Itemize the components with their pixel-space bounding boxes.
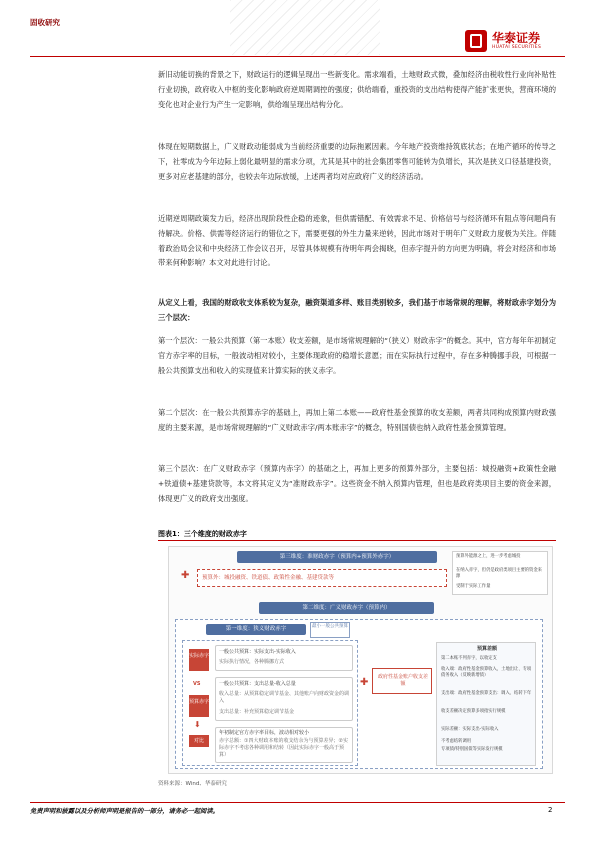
budget-deficit-title: 一般公共预算：支出总量-收入总量 bbox=[219, 681, 296, 687]
paragraph-4: 从定义上看，我国的财政收支体系较为复杂，融资渠道多样、账目类别较多，我们基于市场常规的理解，将财政赤字划分为三个层次： bbox=[158, 298, 556, 322]
budget-out-text: 预算外：城投融资、铁道债、政策性金融、基建贷款等 bbox=[202, 575, 335, 581]
actual-deficit-title: 一般公共预算：实际支出-实际收入 bbox=[219, 649, 296, 655]
budget-income-note: 收入总量：从预算稳定调节基金、其他账户向财政资金的调入 bbox=[219, 691, 350, 704]
plus-icon-2: ✚ bbox=[360, 677, 369, 688]
header-divider bbox=[30, 56, 565, 57]
actual-deficit-note: 实际执行情况，各种腾挪方式 bbox=[219, 659, 285, 665]
dimension-2-header: 第二维度：广义财政赤字（预算内） bbox=[259, 602, 434, 614]
dimension-2-region bbox=[175, 619, 543, 769]
paragraph-2: 体现在短期数据上，广义财政动能弱成为当前经济重要的边际拖累因素。今年地产投资维持筑底状态；在地产循环的传导之下，社零成为今年边际上弱化最明显的需求分项，尤其是其中的社会集团零售可能转为负增长，其次是狭义口径基建投资，更多对应老基建的部分，也较去年边际放缓，上述两者均对应政府广义的经济活动。 bbox=[158, 142, 556, 181]
dimension-1-region bbox=[182, 640, 358, 766]
sidebar-item-1: 第二本账不列赤字，以收定支 bbox=[441, 656, 497, 661]
sidebar-item-3: 支出端：政府性基金预算支出：调入、结转下年 bbox=[441, 691, 532, 696]
budget-deficit-box bbox=[215, 677, 353, 721]
figure-diagram bbox=[168, 546, 553, 774]
sidebar-item-6: 不考虑结转调用 bbox=[441, 739, 472, 744]
budget-out-box bbox=[197, 569, 447, 587]
sidebar-item-5: 实际差额：实际支出-实际收入 bbox=[441, 727, 499, 732]
figure-source: 资料来源：Wind、华泰研究 bbox=[158, 781, 227, 787]
dim3-note-3: 受制于实际工作量 bbox=[456, 584, 491, 589]
dimension-1-header: 第一维度：狭义财政赤字 bbox=[206, 624, 306, 635]
sidebar-item-2: 收入端：政府性基金预算收入，土地出让、专项债务收入（反映新增债） bbox=[441, 667, 532, 678]
dim3-note-1: 预算外能源之上，进一步考虑城投 bbox=[456, 554, 521, 559]
actual-deficit-box bbox=[215, 645, 353, 671]
logo-icon bbox=[465, 30, 487, 52]
government-fund-box bbox=[372, 668, 432, 694]
sidebar-item-4: 收支差额决定预算多项指实行规模 bbox=[441, 709, 506, 714]
header-decoration bbox=[230, 0, 380, 55]
budget-expense-note: 支出总量：补充预算稳定调节基金 bbox=[219, 709, 295, 715]
paragraph-6: 第二个层次：在一般公共预算赤字的基础上，再加上第二本账——政府性基金预算的收支差额，两者共同构成预算内财政强度的主要来源，是市场常规理解的“广义财政赤字/两本账赤字”的概念，特别国债也纳入政府性基金预算管理。 bbox=[158, 408, 556, 432]
fund-balance-sidebar bbox=[436, 642, 536, 766]
company-logo bbox=[465, 30, 541, 52]
dimension-1-tag: 最小一般公共预算 bbox=[310, 622, 350, 638]
paragraph-5: 第一个层次：一般公共预算（第一本账）收支差额，是市场常规理解的“（狭义）财政赤字”的概念。其中，官方每年年初制定官方赤字率的目标，一般波动相对较小，主要体现政府的稳增长意愿；而在实际执行过程中，存在多种腾挪手段，可根据一般公共预算支出和收入的实现值来计算实际的狭义赤字。 bbox=[158, 336, 556, 375]
comparison-note-1: 年初制定官方赤字率目标，波动相对较小 bbox=[219, 730, 310, 736]
figure-title: 图表1：三个维度的财政赤字 bbox=[158, 530, 247, 538]
report-category-label: 固收研究 bbox=[30, 18, 60, 27]
government-fund-title: 政府性基金账户收支差额 bbox=[377, 674, 428, 687]
paragraph-1: 新旧动能切换的背景之下，财政运行的逻辑呈现出一些新变化。需求端看，土地财政式微，叠加经济由税收性行业向补贴性行业切换，政府收入中枢的变化影响政府逆周期调控的强度；供给端看，重投资的支出结构使得产能扩张更快，营商环境的变化也对企业行为产生一定影响，供给端呈现出结构分化。 bbox=[158, 70, 556, 109]
figure-title-divider bbox=[158, 540, 556, 541]
versus-label: VS bbox=[193, 681, 201, 687]
plus-icon: ✚ bbox=[181, 570, 190, 581]
sidebar-item-7: 专项债/特别国债等实际发行规模 bbox=[441, 747, 503, 752]
paragraph-7: 第三个层次：在广义财政赤字（预算内赤字）的基础之上，再加上更多的预算外部分，主要包括：城投融资+政策性金融+铁道债+基建贷款等，本文将其定义为“准财政赤字”。这些资金不纳入预算内管理，但也是政府类项目主要的资金来源，体现更广义的政府支出强度。 bbox=[158, 464, 556, 503]
comparison-box bbox=[215, 727, 353, 763]
disclaimer-text: 免责声明和披露以及分析师声明是报告的一部分，请务必一起阅读。 bbox=[30, 808, 219, 815]
actual-deficit-label: 实际赤字 bbox=[189, 649, 209, 671]
arrow-down-icon: ⬇ bbox=[194, 720, 201, 729]
comparison-note-2: 赤字总额：①四大财政本账的收支结余为与预算差异；②实际赤字不考虑各种调用和结转（因此实际赤字一般高于预算） bbox=[219, 738, 348, 758]
paragraph-3: 近期逆周期政策发力后，经济出现阶段性企稳的迹象，但供需错配、有效需求不足、价格信号与经济循环有阻点等问题尚有待解决。价格、供需等经济运行的错位之下，需要更强的外生力量来逆转，因此市场对于明年广义财政力度极为关注。伴随着政治局会议和中央经济工作会议召开，尽管具体规模有待明年两会揭晓，但赤字提升的方向更为明确，将会对经济和市场带来何种影响？本文对此进行讨论。 bbox=[158, 214, 556, 268]
logo-name-en: HUATAI SECURITIES bbox=[492, 45, 542, 50]
sidebar-title: 预算差额 bbox=[476, 646, 497, 652]
dimension-3-header: 第三维度：准财政赤字（预算内+预算外赤字） bbox=[237, 551, 437, 563]
dim3-note-2: 在纳入赤字，但仍是政府类项目主要的资金来源 bbox=[456, 568, 542, 579]
logo-name-cn: 华泰证券 bbox=[492, 31, 541, 45]
footer-divider bbox=[30, 802, 565, 803]
dimension-3-notes bbox=[452, 551, 548, 595]
budget-deficit-label: 预算赤字 bbox=[189, 695, 209, 717]
compare-label: 对比 bbox=[189, 735, 209, 747]
page-number: 2 bbox=[548, 806, 553, 814]
